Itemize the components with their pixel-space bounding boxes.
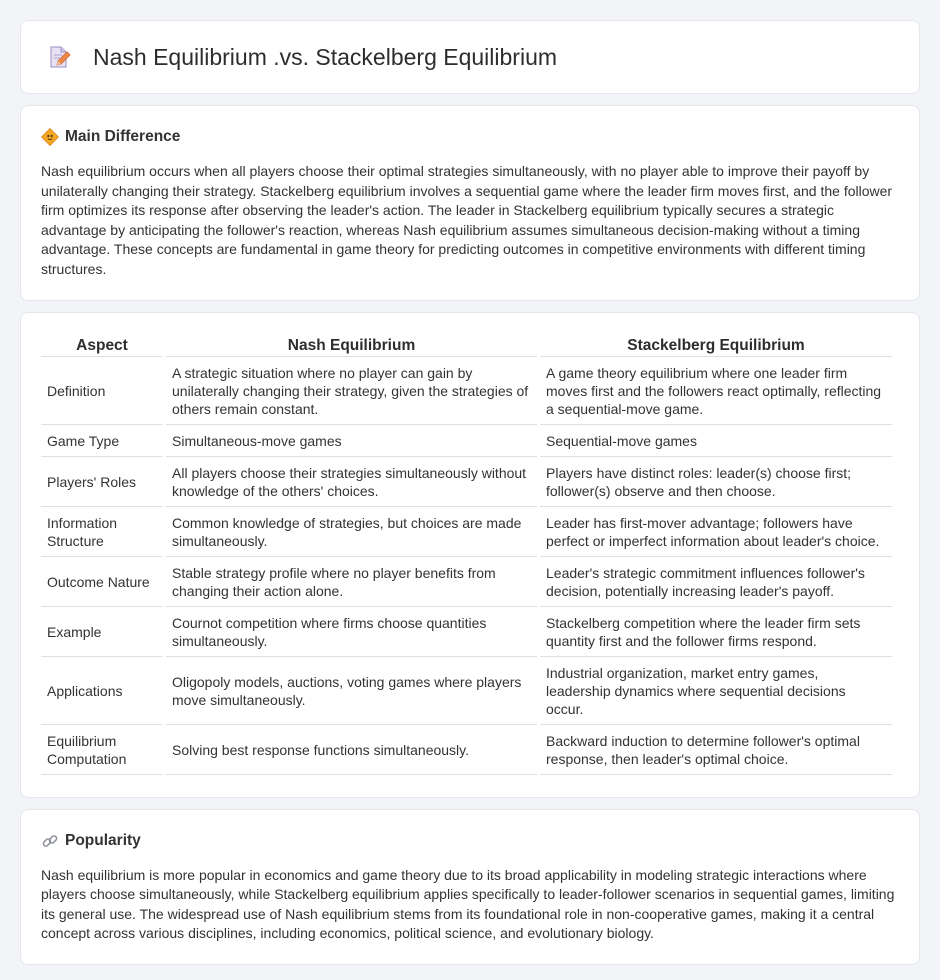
document-edit-icon	[47, 45, 71, 69]
cell-nash: Oligopoly models, auctions, voting games where players move simultaneously.	[166, 657, 537, 725]
cell-aspect: Definition	[41, 357, 163, 425]
title-card	[20, 20, 920, 94]
table-row	[41, 607, 892, 657]
popularity-header	[41, 832, 899, 850]
page-title: Nash Equilibrium .vs. Stackelberg Equilibrium	[93, 43, 558, 70]
table-row	[41, 457, 892, 507]
comparison-table-card	[20, 312, 920, 798]
cell-stackelberg: Backward induction to determine follower's optimal response, then leader's optimal choice.	[540, 725, 892, 775]
popularity-title: Popularity	[65, 831, 141, 849]
cell-nash: A strategic situation where no player can gain by unilaterally changing their strategy, given the strategies of others remain constant.	[166, 357, 537, 425]
cell-stackelberg: Players have distinct roles: leader(s) choose first; follower(s) observe and then choose.	[540, 457, 892, 507]
popularity-text: Nash equilibrium is more popular in economics and game theory due to its broad applicability in modeling strategic interactions where players choose simultaneously, while Stackelberg equilibrium applies specifically to leader-follower scenarios in sequential games, limiting its general use. The widespread use of Nash equilibrium stems from its foundational role in non-cooperative games, making it a central concept across various disciplines, including economics, political science, and evolutionary biology.	[41, 866, 895, 942]
table-row	[41, 557, 892, 607]
cell-stackelberg: Sequential-move games	[540, 425, 892, 457]
cell-nash: Cournot competition where firms choose quantities simultaneously.	[166, 607, 537, 657]
table-row	[41, 357, 892, 425]
link-icon	[41, 832, 59, 850]
main-difference-text: Nash equilibrium occurs when all players choose their optimal strategies simultaneously, with no player able to improve their payoff by unilaterally changing their strategy. Stackelberg equilibrium involves a sequential game where the leader firm moves first, and the follower firm optimizes its response after observing the leader's action. The leader in Stackelberg equilibrium typically secures a strategic advantage by anticipating the follower's reaction, whereas Nash equilibrium assumes simultaneous decision-making without a timing advantage. These concepts are fundamental in game theory for predicting outcomes in competitive environments with different timing structures.	[41, 163, 893, 277]
table-row	[41, 725, 892, 775]
cell-stackelberg: Industrial organization, market entry games, leadership dynamics where sequential decisions occur.	[540, 657, 892, 725]
cell-nash: Stable strategy profile where no player benefits from changing their action alone.	[166, 557, 537, 607]
cell-aspect: Outcome Nature	[41, 557, 163, 607]
table-row	[41, 425, 892, 457]
cell-stackelberg: Leader has first-mover advantage; followers have perfect or imperfect information about leader's choice.	[540, 507, 892, 557]
cell-nash: Simultaneous-move games	[166, 425, 537, 457]
cell-aspect: Information Structure	[41, 507, 163, 557]
cell-aspect: Equilibrium Computation	[41, 725, 163, 775]
cell-stackelberg: A game theory equilibrium where one leader firm moves first and the followers react optimally, reflecting a sequential-move game.	[540, 357, 892, 425]
table-row	[41, 507, 892, 557]
cell-nash: Common knowledge of strategies, but choices are made simultaneously.	[166, 507, 537, 557]
comparison-table	[38, 333, 895, 775]
cell-aspect: Example	[41, 607, 163, 657]
cell-aspect: Applications	[41, 657, 163, 725]
cell-stackelberg: Leader's strategic commitment influences follower's decision, potentially increasing leader's payoff.	[540, 557, 892, 607]
cell-aspect: Players' Roles	[41, 457, 163, 507]
table-row	[41, 657, 892, 725]
cell-stackelberg: Stackelberg competition where the leader firm sets quantity first and the follower firms respond.	[540, 607, 892, 657]
table-header-row	[41, 333, 892, 357]
header-aspect: Aspect	[41, 333, 163, 357]
cell-nash: All players choose their strategies simultaneously without knowledge of the others' choices.	[166, 457, 537, 507]
main-difference-title: Main Difference	[65, 128, 181, 145]
cell-aspect: Game Type	[41, 425, 163, 457]
popularity-section	[20, 809, 920, 965]
main-difference-header	[41, 128, 899, 146]
header-nash: Nash Equilibrium	[166, 333, 537, 357]
header-stackelberg: Stackelberg Equilibrium	[540, 333, 892, 357]
diamond-badge-icon	[41, 128, 59, 146]
cell-nash: Solving best response functions simultaneously.	[166, 725, 537, 775]
main-difference-section	[20, 105, 920, 301]
